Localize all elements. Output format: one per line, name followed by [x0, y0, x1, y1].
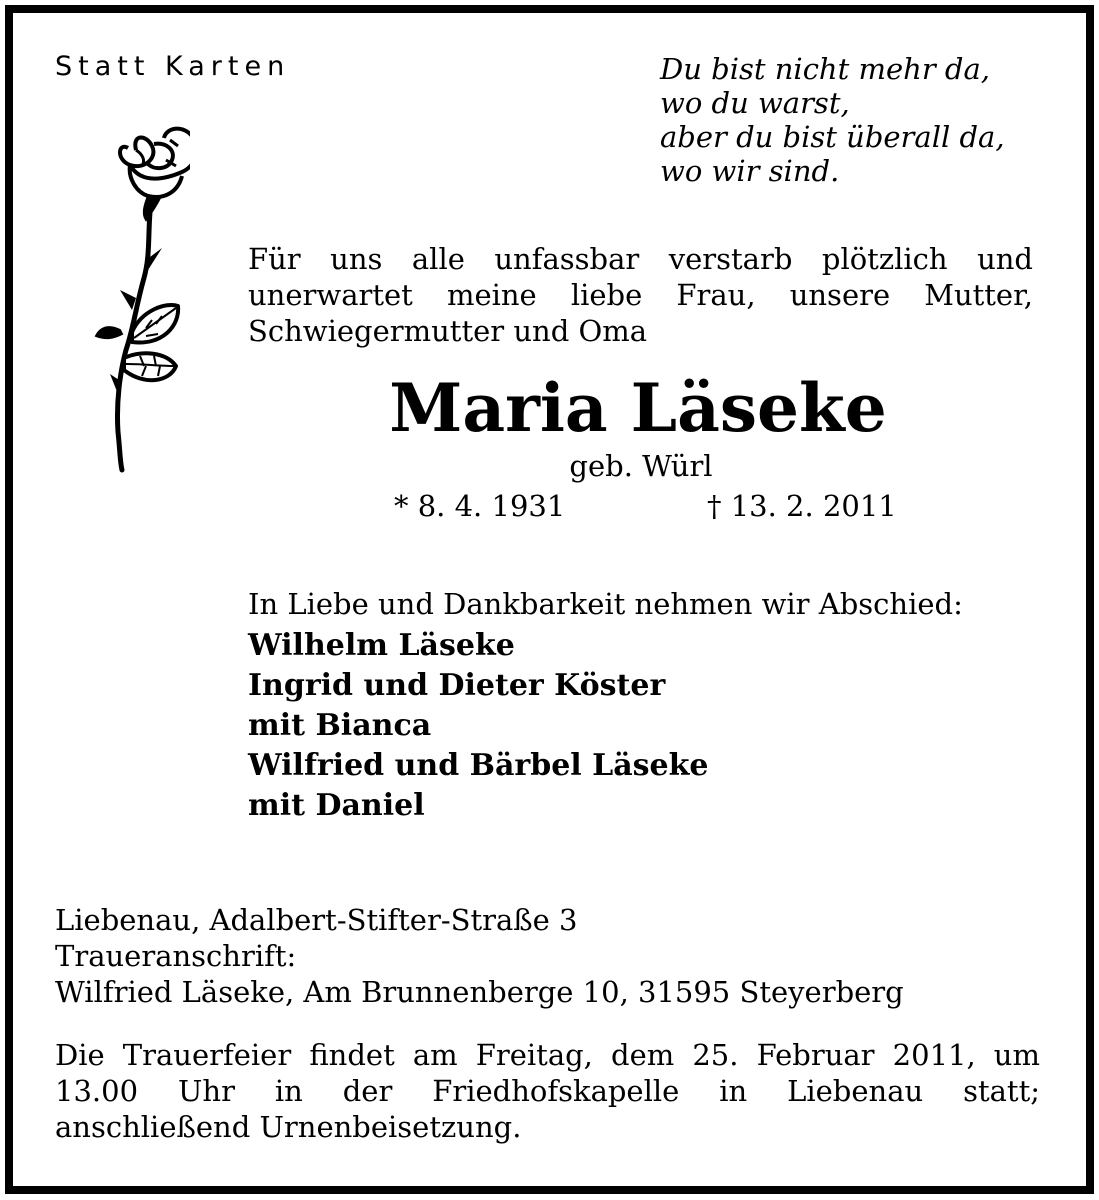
deceased-name: Maria Läseke: [389, 369, 887, 447]
poem-line: wo du warst,: [660, 86, 850, 120]
service-line: anschließend Urnenbeisetzung.: [55, 1110, 522, 1144]
address-block: [55, 902, 904, 1010]
intro-line: Für uns alle unfassbar verstarb plötzlich und: [248, 242, 1033, 276]
farewell-text: In Liebe und Dankbarkeit nehmen wir Abschied:: [248, 587, 963, 621]
mourner-name: mit Bianca: [248, 708, 432, 743]
maiden-name: geb. Würl: [569, 449, 713, 483]
intro-line: unerwartet meine liebe Frau, unsere Mutter,: [248, 278, 1033, 312]
service-info: [55, 1037, 1040, 1145]
poem: [660, 52, 1005, 188]
service-line: 13.00 Uhr in der Friedhofskapelle in Liebenau statt;: [55, 1074, 1040, 1108]
mourner-name: Ingrid und Dieter Köster: [248, 668, 666, 703]
poem-line: Du bist nicht mehr da,: [660, 52, 990, 86]
service-line: Die Trauerfeier findet am Freitag, dem 25. Februar 2011, um: [55, 1038, 1040, 1072]
rose-icon: [70, 120, 190, 475]
address-line: Wilfried Läseke, Am Brunnenberge 10, 31595 Steyerberg: [55, 975, 904, 1009]
poem-line: wo wir sind.: [660, 154, 840, 188]
mourner-list: [248, 626, 709, 826]
address-line: Liebenau, Adalbert-Stifter-Straße 3: [55, 903, 578, 937]
mourner-name: Wilfried und Bärbel Läseke: [248, 748, 709, 783]
poem-line: aber du bist überall da,: [660, 120, 1005, 154]
mourner-name: mit Daniel: [248, 788, 425, 823]
address-line: Traueranschrift:: [55, 939, 297, 973]
birth-date: * 8. 4. 1931: [394, 489, 566, 523]
header-label: Statt Karten: [55, 51, 291, 82]
intro-text: [248, 241, 1033, 349]
intro-line: Schwiegermutter und Oma: [248, 314, 648, 348]
death-date: † 13. 2. 2011: [707, 489, 897, 523]
mourner-name: Wilhelm Läseke: [248, 628, 515, 663]
